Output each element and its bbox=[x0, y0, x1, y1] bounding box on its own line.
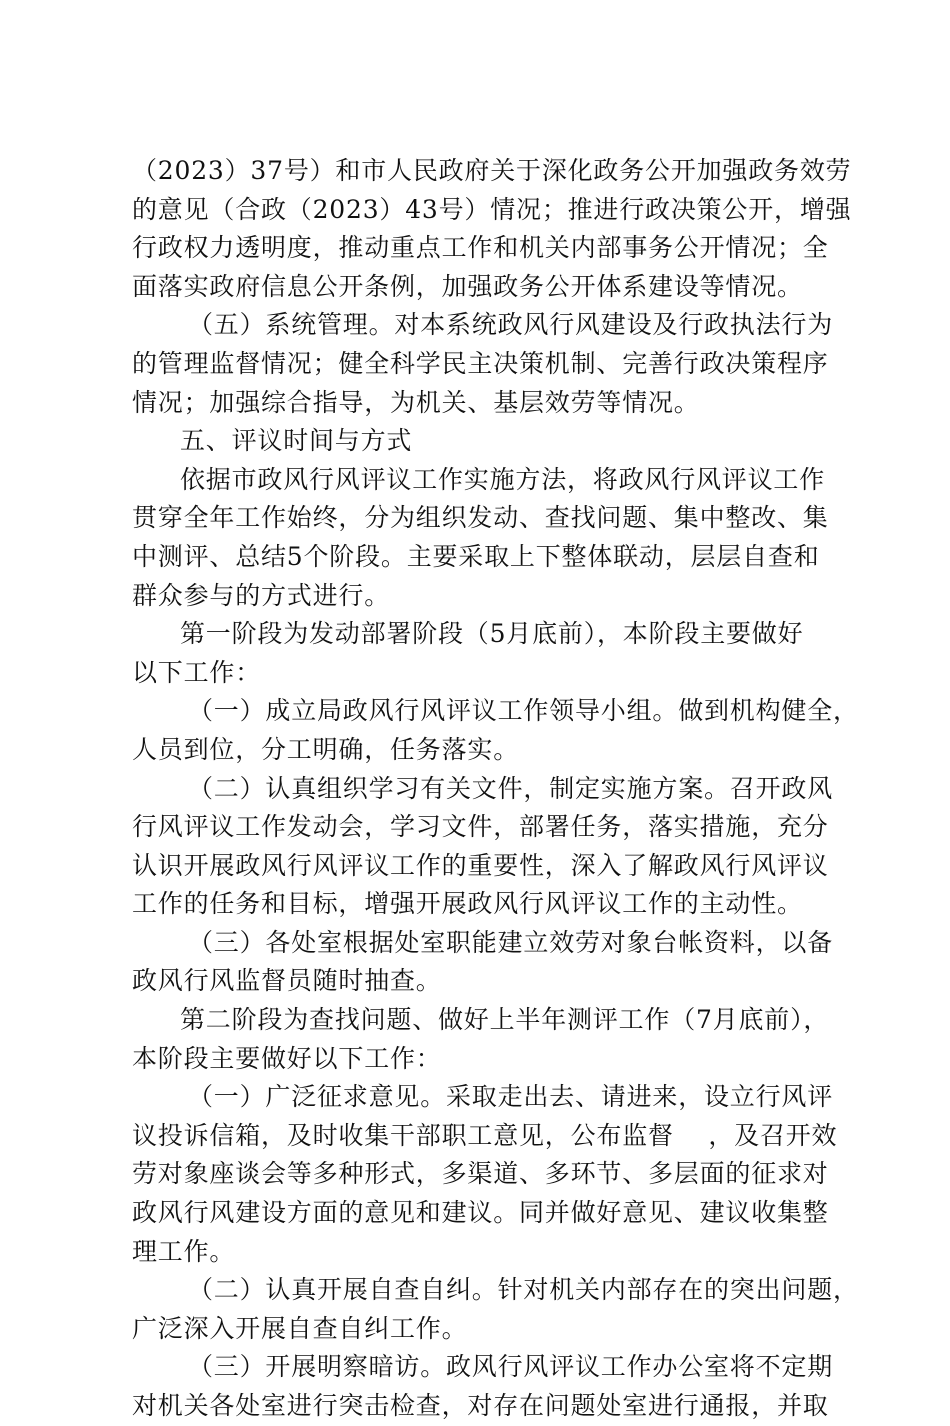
text-line: 中测评、总结5个阶段。主要采取上下整体联动，层层自查和 bbox=[132, 541, 820, 571]
text-line: 面落实政府信息公开条例，加强政务公开体系建设等情况。 bbox=[132, 271, 803, 301]
text-line: （一）广泛征求意见。采取走出去、请进来，设立行风评 bbox=[188, 1082, 834, 1112]
text-line: 认识开展政风行风评议工作的重要性，深入了解政风行风评议 bbox=[132, 850, 829, 880]
text-line: 议投诉信箱，及时收集干部职工意见，公布监督 ，及召开效 bbox=[132, 1120, 838, 1150]
section-heading: 五、评议时间与方式 bbox=[180, 426, 413, 456]
text-line: 情况；加强综合指导，为机关、基层效劳等情况。 bbox=[132, 387, 700, 417]
text-line: 本阶段主要做好以下工作： bbox=[132, 1043, 442, 1073]
text-line: 的管理监督情况；健全科学民主决策机制、完善行政决策程序 bbox=[132, 348, 829, 378]
text-line: 依据市政风行风评议工作实施方法，将政风行风评议工作 bbox=[180, 464, 826, 494]
text-line: 第一阶段为发动部署阶段（5月底前），本阶段主要做好 bbox=[180, 619, 804, 649]
text-line: 贯穿全年工作始终，分为组织发动、查找问题、集中整改、集 bbox=[132, 503, 829, 533]
text-line: 劳对象座谈会等多种形式，多渠道、多环节、多层面的征求对 bbox=[132, 1159, 829, 1189]
text-line: 群众参与的方式进行。 bbox=[132, 580, 391, 610]
text-line: 行风评议工作发动会，学习文件，部署任务，落实措施，充分 bbox=[132, 812, 829, 842]
document-body bbox=[132, 152, 859, 1426]
text-line: （二）认真组织学习有关文件，制定实施方案。召开政风 bbox=[188, 773, 834, 803]
text-line: 第二阶段为查找问题、做好上半年测评工作（7月底前）， bbox=[180, 1005, 830, 1035]
text-line: 行政权力透明度，推动重点工作和机关内部事务公开情况；全 bbox=[132, 233, 829, 263]
text-line: （三）各处室根据处室职能建立效劳对象台帐资料，以备 bbox=[188, 927, 834, 957]
text-line: 理工作。 bbox=[132, 1236, 236, 1266]
text-line: （一）成立局政风行风评议工作领导小组。做到机构健全， bbox=[188, 696, 859, 726]
text-line: 的意见（合政（2023）43号）情况；推进行政决策公开，增强 bbox=[132, 194, 852, 224]
text-line: 政风行风建设方面的意见和建议。同并做好意见、建议收集整 bbox=[132, 1198, 829, 1228]
text-line: （二）认真开展自查自纠。针对机关内部存在的突出问题， bbox=[188, 1275, 859, 1305]
text-line: 人员到位，分工明确，任务落实。 bbox=[132, 734, 520, 764]
text-line: 以下工作： bbox=[132, 657, 262, 687]
text-line: （三）开展明察暗访。政风行风评议工作办公室将不定期 bbox=[188, 1352, 834, 1382]
text-line: （2023）37号）和市人民政府关于深化政务公开加强政务效劳 bbox=[132, 156, 852, 185]
text-line: 对机关各处室进行突击检查，对存在问题处室进行通报，并取 bbox=[132, 1391, 829, 1420]
text-line: 工作的任务和目标，增强开展政风行风评议工作的主动性。 bbox=[132, 889, 803, 919]
text-line: 政风行风监督员随时抽查。 bbox=[132, 966, 442, 996]
text-line: （五）系统管理。对本系统政风行风建设及行政执法行为 bbox=[188, 310, 834, 340]
text-line: 广泛深入开展自查自纠工作。 bbox=[132, 1313, 468, 1343]
